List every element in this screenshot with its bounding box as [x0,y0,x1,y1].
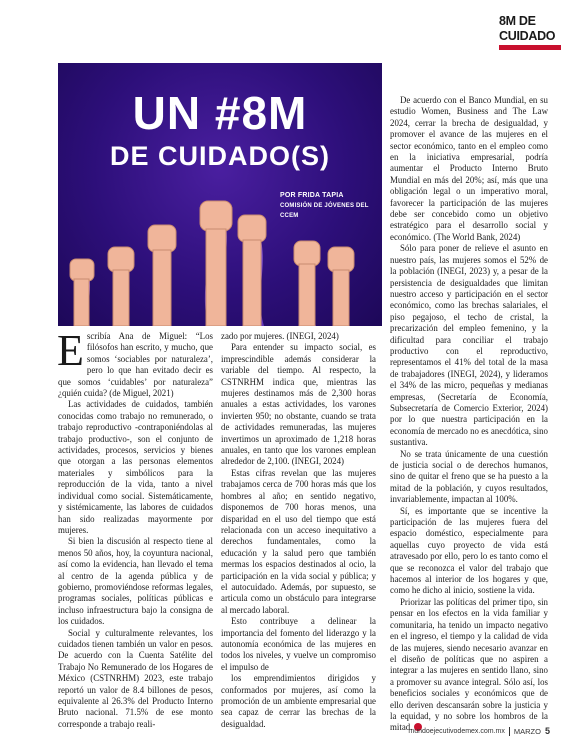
article-paragraph: De acuerdo con el Banco Mundial, en su estudio Women, Business and The Law 2024, cerrar la brecha de desigualdad, y promover el avance de las mujeres en el sector económico, tanto en el empleo como en la iniciativa empresarial, podría aumentar el Producto Interno Bruto Mundial en más del 20%; así, más que una obligación legal o un imperativo moral, favorecer la participación de las mujeres debe ser concebido como un objetivo estratégico para el desarrollo social y económico. (The World Bank, 2024) [390,95,548,242]
article-paragraph: Esto contribuye a delinear la importancia del fomento del liderazgo y la autonomía económica de las mujeres en todos los niveles, y vuelve un compromiso el impulso de [221,616,376,672]
article-column-2 [221,331,376,730]
article-paragraph: Escribía Ana de Miguel: “Los filósofos han escrito, y mucho, que somos ‘sociables por naturaleza’, pero lo que han evitado decir es que somos ‘cuidables’ por naturaleza” ¿quién cuida? (de Miguel, 2021) [57,326,213,399]
article-column-1 [57,326,213,730]
article-paragraph: zado por mujeres. (INEGI, 2024) [221,331,339,341]
section-tag [499,14,561,50]
byline [280,191,382,221]
page-number: 5 [544,726,550,736]
hero-title-line1: UN #8M [132,87,308,139]
article-paragraph: Las actividades de cuidados, también conocidas como trabajo no remunerado, o trabajo reproductivo -contraponiéndolas al trabajo productivo-, son el conjunto de actividades, procesos, servicios y bienes que otorgan a las personas elementos materiales y simbólicos para la reproducción de la vida, tanto a nivel individual como social. Sistemáticamente, y sistémicamente, las labores de cuidados han sido realizadas mayormente por mujeres. [58,399,213,535]
article-paragraph: Si bien la discusión al respecto tiene al menos 50 años, hoy, la coyuntura nacional, así como la evidencia, han llevado el tema al centro de la agenda pública y de gobierno, promoviéndose reformas legales, programas sociales, políticas públicas e incluso infraestructura bajo la consigna de los cuidados. [58,536,213,627]
article-column-3 [390,95,548,734]
footer-month: MARZO [513,726,541,736]
article-paragraph: No se trata únicamente de una cuestión de justicia social o de derechos humanos, sino de quitar el freno que se ha puesto a la mitad de la población, y cuyos resultados, invariablemente, impactan al 100%. [390,448,548,505]
article-paragraph: Social y culturalmente relevantes, los cuidados tienen también un valor en pesos. De acuerdo con la Cuenta Satélite del Trabajo No Remunerado de los Hogares de México (CSTNRHM) 2023, este trabajo reportó un valor de 8.4 billones de pesos, equivalente al 26.3% del Producto Interno Bruto nacional. 71.5% de ese monto corresponde a trabajo reali- [58,627,213,729]
page-footer [408,726,550,736]
article-paragraph: Para entender su impacto social, es imprescindible además considerar la variable del tiempo. Al respecto, la CSTNRHM indica que, mientras las mujeres destinamos más de 2,300 horas anuales a estas actividades, los varones invierten 950; no obstante, cuando se trata de actividades remuneradas, las mujeres invertimos un aproximado de 1,218 horas anuales, en tanto que los varones emplean alrededor de 2,100. (INEGI, 2024) [221,342,376,467]
section-label-line2: CUIDADO [499,29,561,50]
footer-divider [509,727,510,736]
drop-cap: E [57,326,84,375]
hero-title-line2: DE CUIDADO(S) [110,141,330,171]
byline-author: POR FRIDA TAPIA [280,192,344,199]
byline-affiliation: COMISIÓN DE JÓVENES DEL CCEM [280,203,369,219]
article-paragraph: los emprendimientos dirigidos y conformados por mujeres, así como la promoción de un ambiente empresarial que sea capaz de cerrar las brechas de la desigualdad. [221,673,376,729]
article-paragraph: Estas cifras revelan que las mujeres trabajamos cerca de 700 horas más que los hombres al año; en sentido negativo, disponemos de 700 horas menos, una disparidad en el uso del tiempo que está relacionada con un acceso inequitativo a derechos fundamentales, como la educación y la salud pero que también mermas los espacios destinados al ocio, la participación en la vida social y pública; y el autocuidado. Además, por supuesto, se articula como un obstáculo para integrarse al mercado laboral. [221,467,376,615]
article-paragraph: Sólo para poner de relieve el asunto en nuestro país, las mujeres somos el 52% de la población (INEGI, 2023) y, a pesar de la persistencia de desigualdades que limitan nuestro acceso y participación en el sector económico, como las brechas salariales, el piso pegajoso, el techo de cristal, la precarización del empleo femenino, y la dificultad para conciliar el trabajo productivo con el reproductivo, representamos el 41% del total de la masa de trabajadores (INEGI, 2024), y lideramos el 34% de las micro, pequeñas y medianas empresas, (Secretaría de Economía, Subsecretaría de Comercio Exterior, 2024) por lo que nuestra participación en la economía de mercado no es anecdótica, sino sustantiva. [390,243,548,448]
footer-site[interactable]: mundoejecutivodemex.com.mx [408,727,505,735]
hero-image [58,63,382,326]
article-paragraph: Sí, es importante que se incentive la participación de las mujeres fuera del espacio doméstico, especialmente para aquellas cuyo proyecto de vida está atravesado por ello, pero lo es tanto como el que se reconozca el valor del trabajo que hacemos al interior de los hogares y que, como he dicho al inicio, sostiene la vida. [390,505,548,596]
section-label-line1: 8M DE [499,14,536,28]
article-paragraph: Priorizar las políticas del primer tipo, sin pensar en los efectos en la vida familiar y comunitaria, ha tenido un impacto negativo en el ingreso, el tiempo y la calidad de vida de las mujeres, siendo necesario avanzar en el diseño de políticas que no aspiren a integrar a las mujeres en sentido llano, sino a promover su avance integral. Sólo así, los beneficios sociales y económicos que de ello deriven descansarán sobre la justicia y la equidad, y no sobre los hombros de la mitad. [390,596,548,733]
